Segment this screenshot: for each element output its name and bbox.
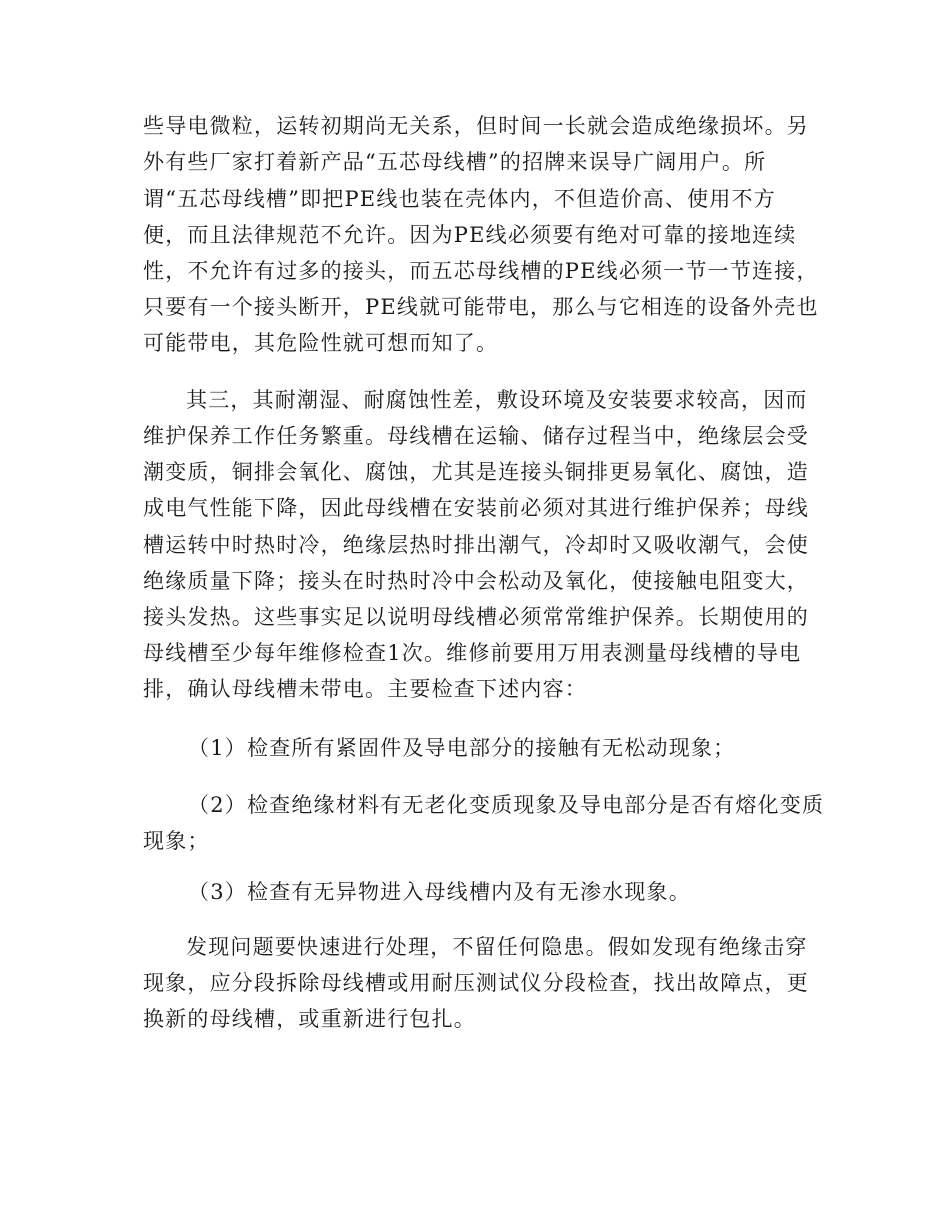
text-line: 现象，应分段拆除母线槽或用耐压测试仪分段检查，找出故障点，更 [143, 971, 809, 995]
text-line: （3）检查有无异物进入母线槽内及有无渗水现象。 [188, 880, 691, 904]
text-line: 些导电微粒，运转初期尚无关系，但时间一长就会造成绝缘损坏。另 [143, 114, 809, 138]
text-line: 其三，其耐潮湿、耐腐蚀性差，敷设环境及安装要求较高，因而 [186, 388, 808, 412]
text-line: 发现问题要快速进行处理，不留任何隐患。假如发现有绝缘击穿 [186, 935, 808, 959]
text-line: 可能带电，其危险性就可想而知了。 [143, 331, 499, 355]
text-line: 性，不允许有过多的接头，而五芯母线槽的PE线必须一节一节连接， [143, 259, 819, 283]
text-line: 换新的母线槽，或重新进行包扎。 [143, 1007, 476, 1031]
text-line: 外有些厂家打着新产品“五芯母线槽”的招牌来误导广阔用户。所 [143, 150, 767, 174]
text-line: 只要有一个接头断开，PE线就可能带电，那么与它相连的设备外壳也 [143, 295, 819, 319]
text-line: 接头发热。这些事实足以说明母线槽必须常常维护保养。长期使用的 [143, 605, 809, 629]
text-line: 谓“五芯母线槽”即把PE线也装在壳体内，不但造价高、使用不方 [143, 187, 776, 211]
text-line: （2）检查绝缘材料有无老化变质现象及导电部分是否有熔化变质 [188, 793, 825, 817]
text-line: 槽运转中时热时冷，绝缘层热时排出潮气，冷却时又吸收潮气，会使 [143, 533, 809, 557]
text-line: 现象； [143, 829, 210, 853]
text-line: 绝缘质量下降；接头在时热时冷中会松动及氧化，使接触电阻变大， [143, 569, 809, 593]
text-line: 便，而且法律规范不允许。因为PE线必须要有绝对可靠的接地连续 [143, 223, 797, 247]
text-line: 成电气性能下降，因此母线槽在安装前必须对其进行维护保养；母线 [143, 496, 809, 520]
text-line: 潮变质，铜排会氧化、腐蚀，尤其是连接头铜排更易氧化、腐蚀，造 [143, 460, 809, 484]
text-line: 母线槽至少每年维修检查1次。维修前要用万用表测量母线槽的导电 [143, 641, 802, 665]
text-line: （1）检查所有紧固件及导电部分的接触有无松动现象； [188, 736, 736, 760]
text-line: 排，确认母线槽未带电。主要检查下述内容： [143, 677, 587, 701]
text-line: 维护保养工作任务繁重。母线槽在运输、储存过程当中，绝缘层会受 [143, 424, 809, 448]
